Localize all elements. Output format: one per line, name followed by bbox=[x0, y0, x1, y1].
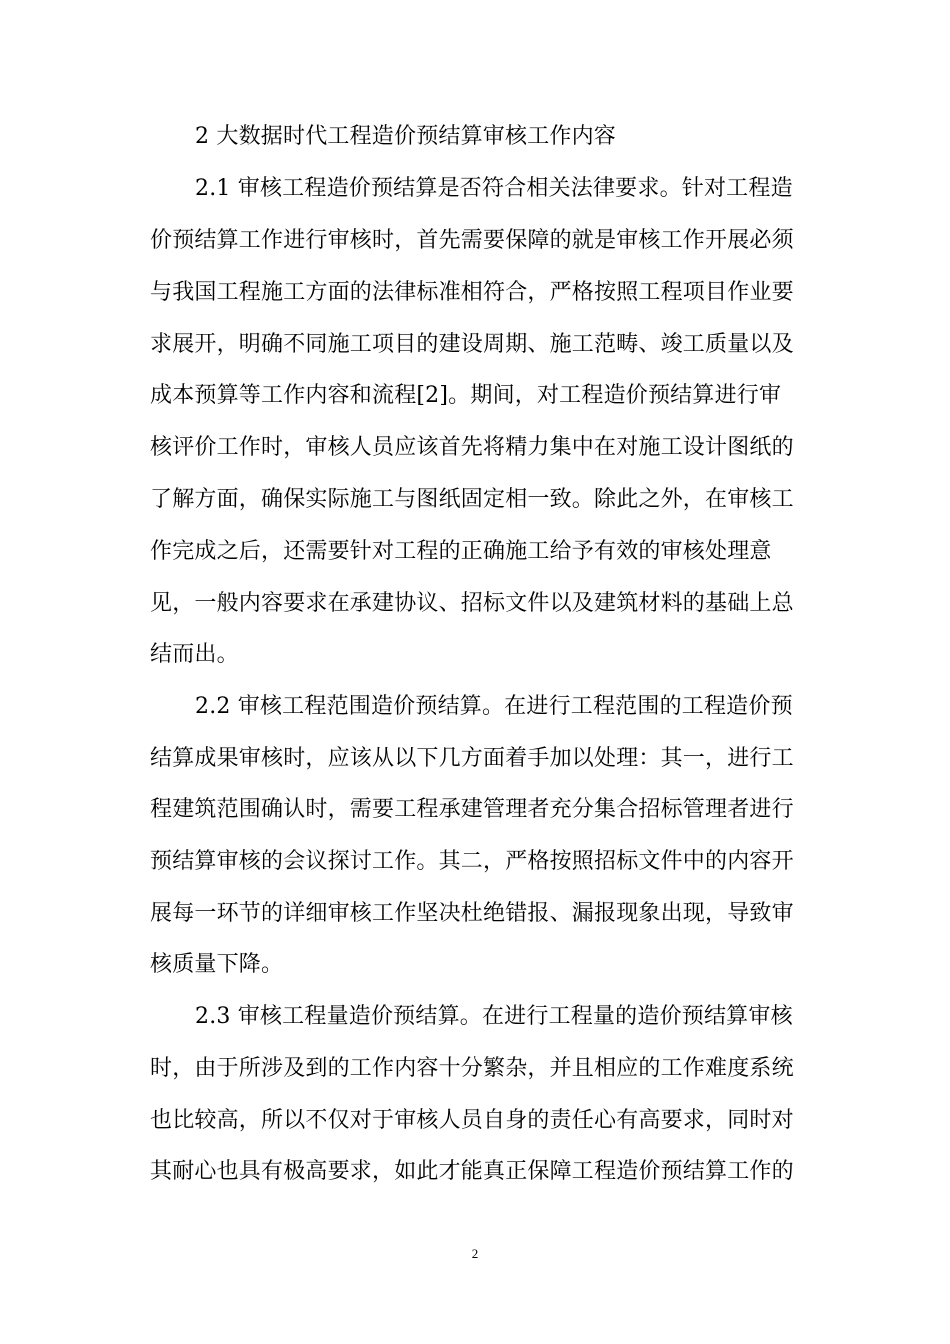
paragraph-line: 预结算审核的会议探讨工作。其二，严格按照招标文件中的内容开 bbox=[150, 849, 794, 874]
paragraph-line: 程建筑范围确认时，需要工程承建管理者充分集合招标管理者进行 bbox=[150, 797, 794, 822]
page-number: 2 bbox=[471, 1246, 479, 1261]
paragraph-line: 成本预算等工作内容和流程[2]。期间，对工程造价预结算进行审 bbox=[150, 383, 782, 408]
paragraph-line: 时，由于所涉及到的工作内容十分繁杂，并且相应的工作难度系统 bbox=[150, 1056, 794, 1081]
paragraph-line: 了解方面，确保实际施工与图纸固定相一致。除此之外，在审核工 bbox=[150, 487, 794, 512]
paragraph-line: 核评价工作时，审核人员应该首先将精力集中在对施工设计图纸的 bbox=[150, 435, 794, 460]
paragraph-line: 核质量下降。 bbox=[150, 952, 284, 977]
paragraph-line: 展每一环节的详细审核工作坚决杜绝错报、漏报现象出现，导致审 bbox=[150, 901, 794, 926]
paragraph-line: 2.1 审核工程造价预结算是否符合相关法律要求。针对工程造 bbox=[195, 176, 793, 201]
paragraph-line: 2.3 审核工程量造价预结算。在进行工程量的造价预结算审核 bbox=[195, 1004, 793, 1029]
paragraph-line: 结而出。 bbox=[150, 642, 239, 667]
paragraph-line: 价预结算工作进行审核时，首先需要保障的就是审核工作开展必须 bbox=[150, 228, 794, 253]
paragraph-line: 见，一般内容要求在承建协议、招标文件以及建筑材料的基础上总 bbox=[150, 591, 794, 616]
paragraph-line: 结算成果审核时，应该从以下几方面着手加以处理：其一，进行工 bbox=[150, 746, 794, 771]
paragraph-line: 求展开，明确不同施工项目的建设周期、施工范畴、竣工质量以及 bbox=[150, 332, 794, 357]
paragraph-line: 也比较高，所以不仅对于审核人员自身的责任心有高要求，同时对 bbox=[150, 1108, 794, 1133]
paragraph-line: 作完成之后，还需要针对工程的正确施工给予有效的审核处理意 bbox=[150, 539, 772, 564]
section-heading: 2 大数据时代工程造价预结算审核工作内容 bbox=[195, 124, 616, 149]
paragraph-line: 其耐心也具有极高要求，如此才能真正保障工程造价预结算工作的 bbox=[150, 1159, 794, 1184]
paragraph-line: 与我国工程施工方面的法律标准相符合，严格按照工程项目作业要 bbox=[150, 280, 794, 305]
paragraph-line: 2.2 审核工程范围造价预结算。在进行工程范围的工程造价预 bbox=[195, 694, 793, 719]
